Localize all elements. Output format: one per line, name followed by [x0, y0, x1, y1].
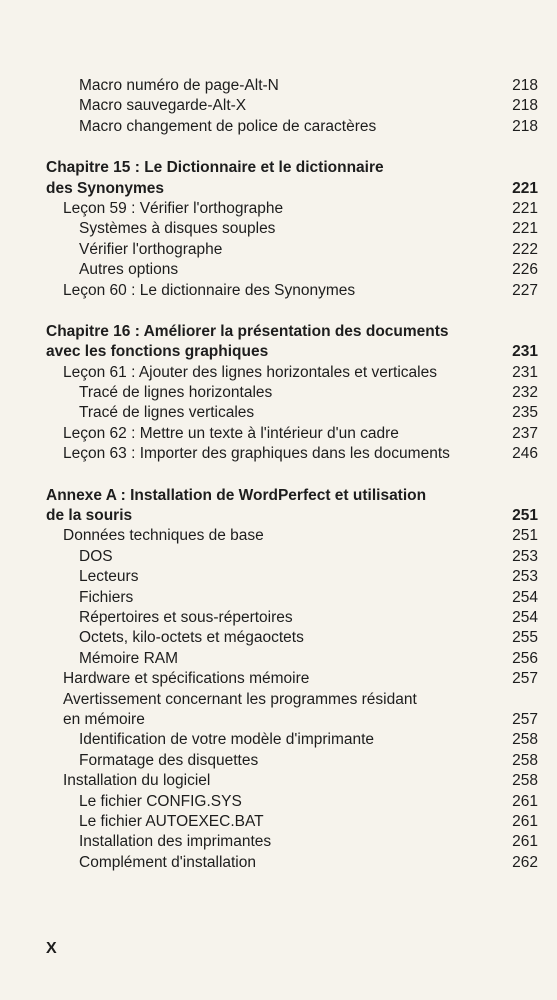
entry-title: Macro numéro de page-Alt-N — [79, 77, 279, 94]
entry-title: Leçon 62 : Mettre un texte à l'intérieur d'un cadre — [63, 424, 399, 442]
toc-entry — [46, 792, 538, 812]
entry-page: 261 — [512, 812, 538, 830]
entry-title: Leçon 63 : Importer des graphiques dans les documents — [63, 445, 450, 463]
annex-title-line: Annexe A : Installation de WordPerfect et utilisation — [46, 486, 427, 504]
toc-entry — [46, 628, 538, 648]
annex-page: 251 — [512, 507, 538, 525]
toc-entry — [46, 730, 538, 750]
entry-title: Macro sauvegarde-Alt-X — [79, 97, 247, 115]
toc-entry — [46, 260, 538, 280]
entry-title: Macro changement de police de caractères — [79, 117, 377, 135]
toc-entry — [46, 649, 538, 669]
toc-entry — [46, 117, 538, 137]
entry-page: 251 — [512, 527, 538, 545]
entry-page: 232 — [512, 384, 538, 402]
toc-entry — [46, 547, 538, 567]
toc-entry — [46, 588, 538, 608]
entry-page: 227 — [512, 281, 538, 299]
entry-title: Avertissement concernant les programmes résidant — [63, 690, 417, 708]
table-of-contents — [46, 76, 538, 873]
chapter-15-section — [46, 158, 538, 301]
entry-page: 218 — [512, 97, 538, 115]
toc-entry — [46, 281, 538, 301]
entry-title: Complément d'installation — [79, 853, 256, 871]
entry-page: 258 — [512, 731, 538, 749]
toc-entry — [46, 710, 538, 730]
entry-page: 218 — [512, 117, 538, 135]
toc-entry — [46, 383, 538, 403]
entry-page: 254 — [512, 608, 538, 626]
entry-title: Tracé de lignes horizontales — [79, 384, 273, 402]
toc-entry — [46, 240, 538, 260]
entry-page: 246 — [512, 445, 538, 463]
annex-a-section — [46, 486, 538, 873]
entry-page: 257 — [512, 710, 538, 728]
toc-entry — [46, 96, 538, 116]
page-folio: X — [46, 940, 57, 957]
entry-page: 253 — [512, 568, 538, 586]
entry-title: en mémoire — [63, 710, 145, 728]
entry-page: 218 — [512, 77, 538, 94]
toc-entry — [46, 751, 538, 771]
toc-entry — [46, 608, 538, 628]
entry-page: 256 — [512, 649, 538, 667]
chapter-page: 231 — [512, 343, 538, 361]
toc-entry — [46, 771, 538, 791]
toc-entry — [46, 199, 538, 219]
entry-title: Hardware et spécifications mémoire — [63, 670, 310, 688]
annex-title-line: de la souris — [46, 507, 133, 525]
entry-page: 222 — [512, 240, 538, 258]
entry-title: Lecteurs — [79, 568, 139, 586]
entry-title: Données techniques de base — [63, 527, 264, 545]
toc-entry — [46, 812, 538, 832]
toc-entry — [46, 76, 538, 96]
chapter-title-line: Chapitre 15 : Le Dictionnaire et le dictionnaire — [46, 159, 384, 177]
entry-title: Systèmes à disques souples — [79, 220, 276, 238]
chapter-title-row — [46, 179, 538, 199]
entry-page: 221 — [512, 220, 538, 238]
annex-title-row — [46, 506, 538, 526]
chapter-title-line: avec les fonctions graphiques — [46, 343, 269, 361]
entry-page: 257 — [512, 670, 538, 688]
entry-title: Le fichier AUTOEXEC.BAT — [79, 812, 264, 830]
toc-entry — [46, 363, 538, 383]
entry-title: Répertoires et sous-répertoires — [79, 608, 293, 626]
entry-page: 235 — [512, 404, 538, 422]
entry-title: DOS — [79, 547, 113, 565]
entry-title: Installation du logiciel — [63, 772, 211, 790]
entry-title: Leçon 59 : Vérifier l'orthographe — [63, 199, 284, 217]
entry-page: 258 — [512, 751, 538, 769]
entry-page: 258 — [512, 772, 538, 790]
toc-entry — [46, 853, 538, 873]
toc-entry — [46, 669, 538, 689]
entry-page: 261 — [512, 833, 538, 851]
entry-page: 254 — [512, 588, 538, 606]
entry-title: Mémoire RAM — [79, 649, 179, 667]
entry-title: Le fichier CONFIG.SYS — [79, 792, 242, 810]
toc-entry — [46, 526, 538, 546]
entry-title: Installation des imprimantes — [79, 833, 272, 851]
entry-title: Formatage des disquettes — [79, 751, 259, 769]
chapter-page: 221 — [512, 179, 538, 197]
chapter-16-section — [46, 322, 538, 465]
entry-title: Vérifier l'orthographe — [79, 240, 223, 258]
entry-page: 226 — [512, 261, 538, 279]
top-entries — [46, 76, 538, 137]
entry-page: 262 — [512, 853, 538, 871]
toc-entry — [46, 444, 538, 464]
chapter-title-row — [46, 342, 538, 362]
entry-page: 255 — [512, 629, 538, 647]
chapter-title-line: Chapitre 16 : Améliorer la présentation des documents — [46, 322, 449, 340]
toc-entry — [46, 219, 538, 239]
toc-entry — [46, 403, 538, 423]
toc-entry — [46, 690, 538, 710]
entry-page: 221 — [512, 199, 538, 217]
entry-page: 237 — [512, 424, 538, 442]
entry-page: 253 — [512, 547, 538, 565]
toc-entry — [46, 832, 538, 852]
toc-entry — [46, 567, 538, 587]
entry-page: 261 — [512, 792, 538, 810]
entry-title: Leçon 61 : Ajouter des lignes horizontales et verticales — [63, 363, 437, 381]
entry-page: 231 — [512, 363, 538, 381]
toc-entry — [46, 424, 538, 444]
entry-title: Tracé de lignes verticales — [79, 404, 255, 422]
entry-title: Octets, kilo-octets et mégaoctets — [79, 629, 304, 647]
chapter-title-line: des Synonymes — [46, 179, 165, 197]
entry-title: Identification de votre modèle d'imprimante — [79, 731, 375, 749]
entry-title: Leçon 60 : Le dictionnaire des Synonymes — [63, 281, 356, 299]
entry-title: Fichiers — [79, 588, 134, 606]
entry-title: Autres options — [79, 261, 179, 279]
